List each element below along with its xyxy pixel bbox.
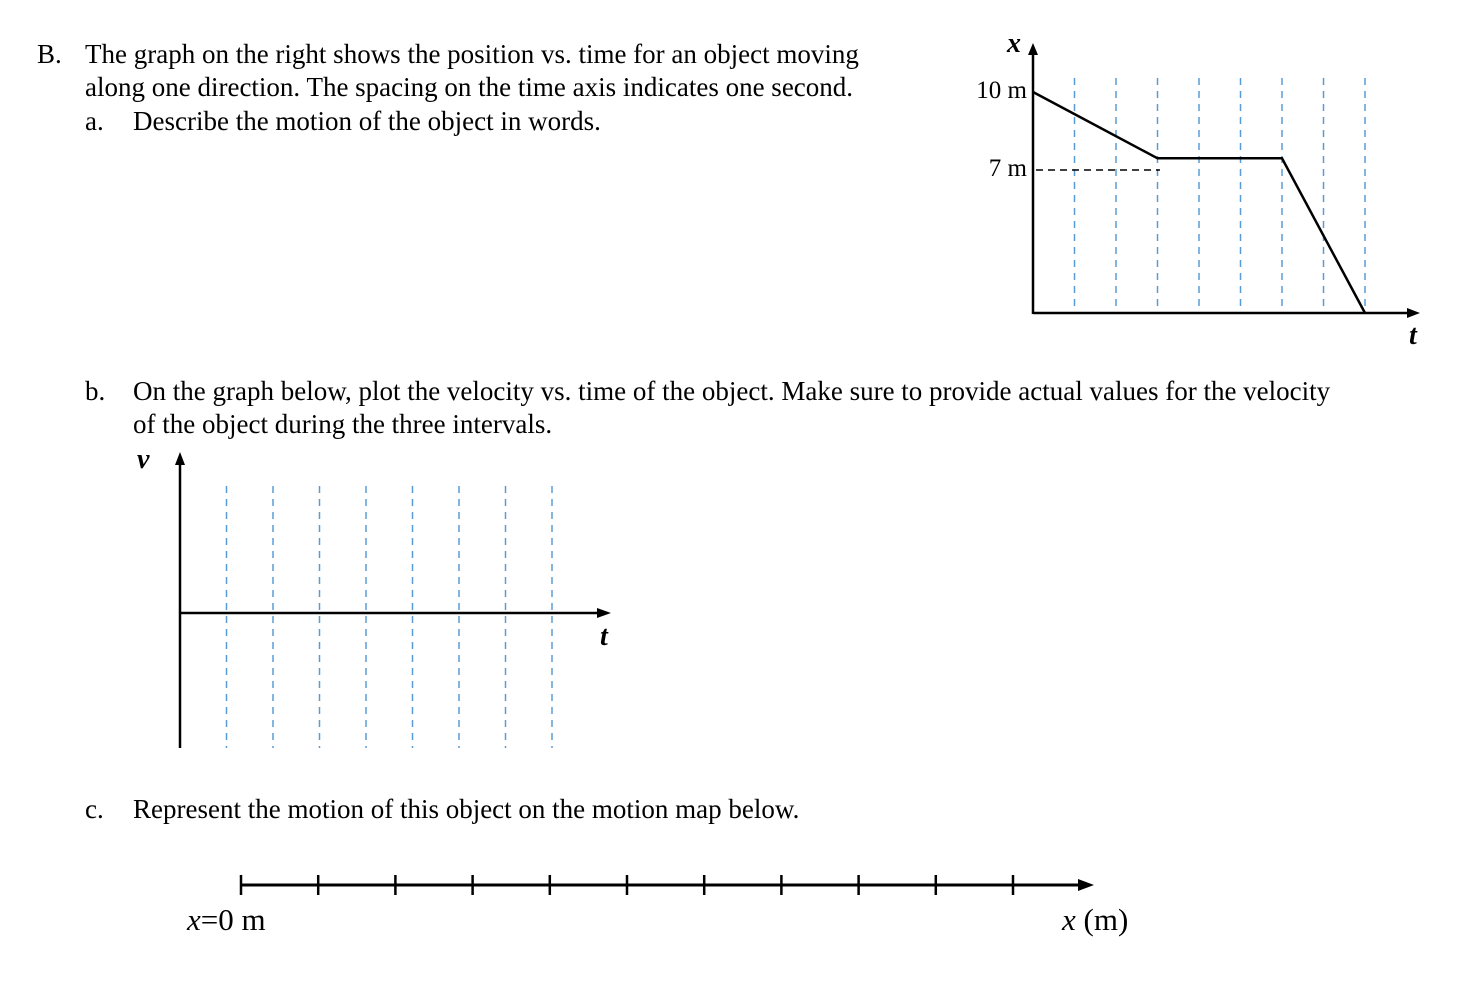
subpart-c-label: c. — [85, 794, 104, 824]
subpart-c-text: Represent the motion of this object on the motion map below. — [133, 794, 800, 824]
axis-label-unit: (m) — [1075, 902, 1129, 937]
start-label-value: =0 m — [200, 902, 266, 937]
subpart-a-text: Describe the motion of the object in words. — [133, 106, 601, 136]
motion-map-axis-label — [1061, 902, 1128, 937]
position-x-axis-label: t — [1409, 320, 1417, 351]
motion-map-axis-arrow — [1078, 879, 1094, 891]
position-tick-7m: 7 m — [988, 155, 1027, 182]
subpart-b-line-2: of the object during the three intervals. — [133, 409, 553, 439]
position-y-axis-label: x — [1007, 28, 1021, 59]
part-label: B. — [37, 39, 62, 69]
velocity-y-axis-label: v — [137, 444, 150, 475]
question-line-1: The graph on the right shows the position vs. time for an object moving — [85, 39, 859, 69]
subpart-a-label: a. — [85, 106, 104, 136]
velocity-x-axis-label: t — [600, 621, 608, 652]
start-label-x: x — [187, 902, 201, 937]
position-tick-10m: 10 m — [976, 77, 1027, 104]
question-line-2: along one direction. The spacing on the time axis indicates one second. — [85, 72, 854, 102]
subpart-b-line-1: On the graph below, plot the velocity vs. time of the object. Make sure to provide actual values for the velocity — [133, 376, 1331, 406]
motion-map-start-label — [186, 902, 266, 937]
axis-label-x: x — [1062, 902, 1076, 937]
subpart-b-label: b. — [85, 376, 106, 406]
